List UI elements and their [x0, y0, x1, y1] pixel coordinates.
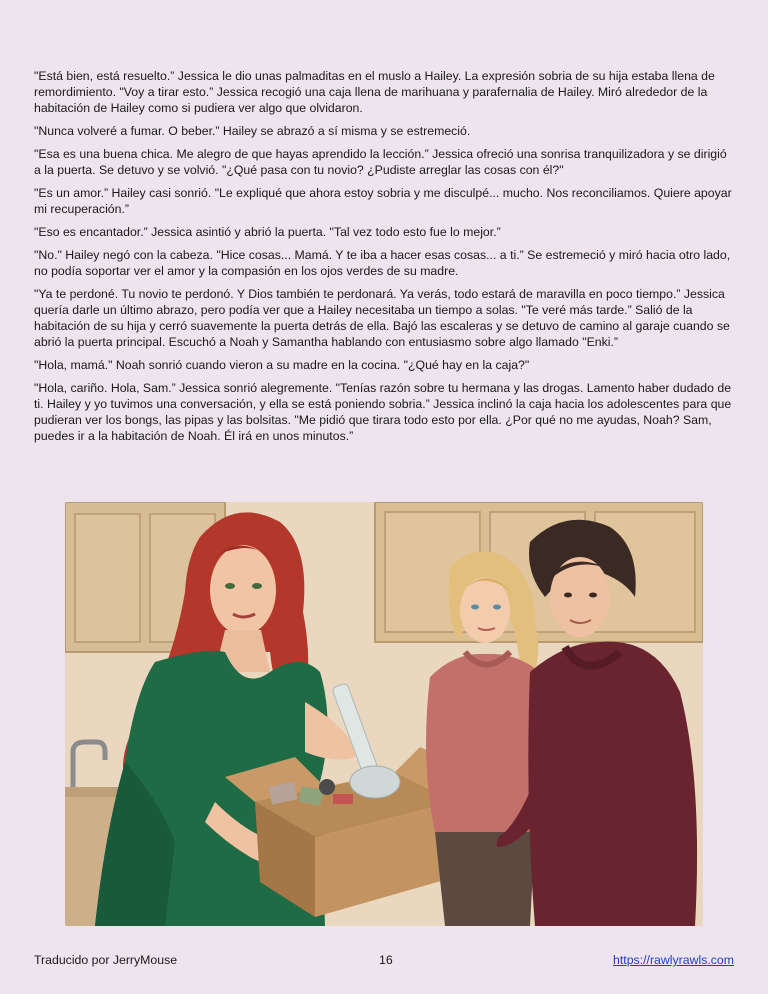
paragraph: "Nunca volveré a fumar. O beber.” Hailey se abrazó a sí misma y se estremeció.	[34, 124, 471, 138]
page-number: 16	[379, 953, 393, 967]
paragraph: "Eso es encantador.” Jessica asintió y abrió la puerta. "Tal vez todo esto fue lo mejor.”	[34, 225, 501, 239]
paragraph: "Hola, cariño. Hola, Sam.” Jessica sonrió alegremente. "Tenías razón sobre tu hermana y las drogas. Lamento haber dudado de ti. Hailey y yo tuvimos una conversación, y ella se está poniendo sobria.” Jessica inclinó la caja hacia los adolescentes para que pudieran ver los bongs, las pipas y las bolsitas. "Me pidió que tirara todo esto por ella. ¿Por qué no me ayudas, Noah? Sam, puedes ir a la habitación de Noah. Él irá en unos minutos.”	[34, 381, 732, 443]
paragraph: "Está bien, está resuelto.” Jessica le dio unas palmaditas en el muslo a Hailey. La expresión sobria de su hija estaba llena de remordimiento. "Voy a tirar esto.” Jessica recogió una caja llena de marihuana y parafernalia de Hailey. Miró alrededor de la habitación de Hailey como si pudiera ver algo que olvidaron.	[34, 69, 715, 115]
page-footer	[34, 953, 734, 971]
translator-credit: Traducido por JerryMouse	[34, 953, 178, 967]
kitchen-illustration	[65, 502, 703, 926]
paragraph: "Es un amor.” Hailey casi sonrió. "Le expliqué que ahora estoy sobria y me disculpé... mucho. Nos reconciliamos. Quiere apoyar mi recuperación.”	[34, 186, 732, 216]
illustration-image	[65, 502, 703, 926]
paragraph: "No." Hailey negó con la cabeza. "Hice cosas... Mamá. Y te iba a hacer esas cosas... a ti.” Se estremeció y miró hacia otro lado, no podía soportar ver el amor y la compasión en los ojos verdes de su madre.	[34, 248, 731, 278]
website-link[interactable]: https://rawlyrawls.com	[613, 953, 734, 967]
paragraph: "Ya te perdoné. Tu novio te perdonó. Y Dios también te perdonará. Ya verás, todo estará de maravilla en poco tiempo.” Jessica quería darle un último abrazo, pero podía ver que a Hailey necesitaba un tiempo a solas. "Te veré más tarde.” Salió de la habitación de su hija y cerró suavemente la puerta detrás de ella. Bajó las escaleras y se detuvo de camino al garaje cuando se abrió la puerta principal. Escuchó a Noah y Samantha hablando con entusiasmo sobre algo llamado "Enki.”	[34, 287, 730, 349]
paragraph: "Hola, mamá." Noah sonrió cuando vieron a su madre en la cocina. "¿Qué hay en la caja?"	[34, 358, 530, 372]
story-text	[34, 68, 734, 451]
paragraph: "Esa es una buena chica. Me alegro de que hayas aprendido la lección.” Jessica ofreció una sonrisa tranquilizadora y se dirigió a la puerta. Se detuvo y se volvió. "¿Qué pasa con tu novio? ¿Pudiste arreglar las cosas con él?"	[34, 147, 727, 177]
